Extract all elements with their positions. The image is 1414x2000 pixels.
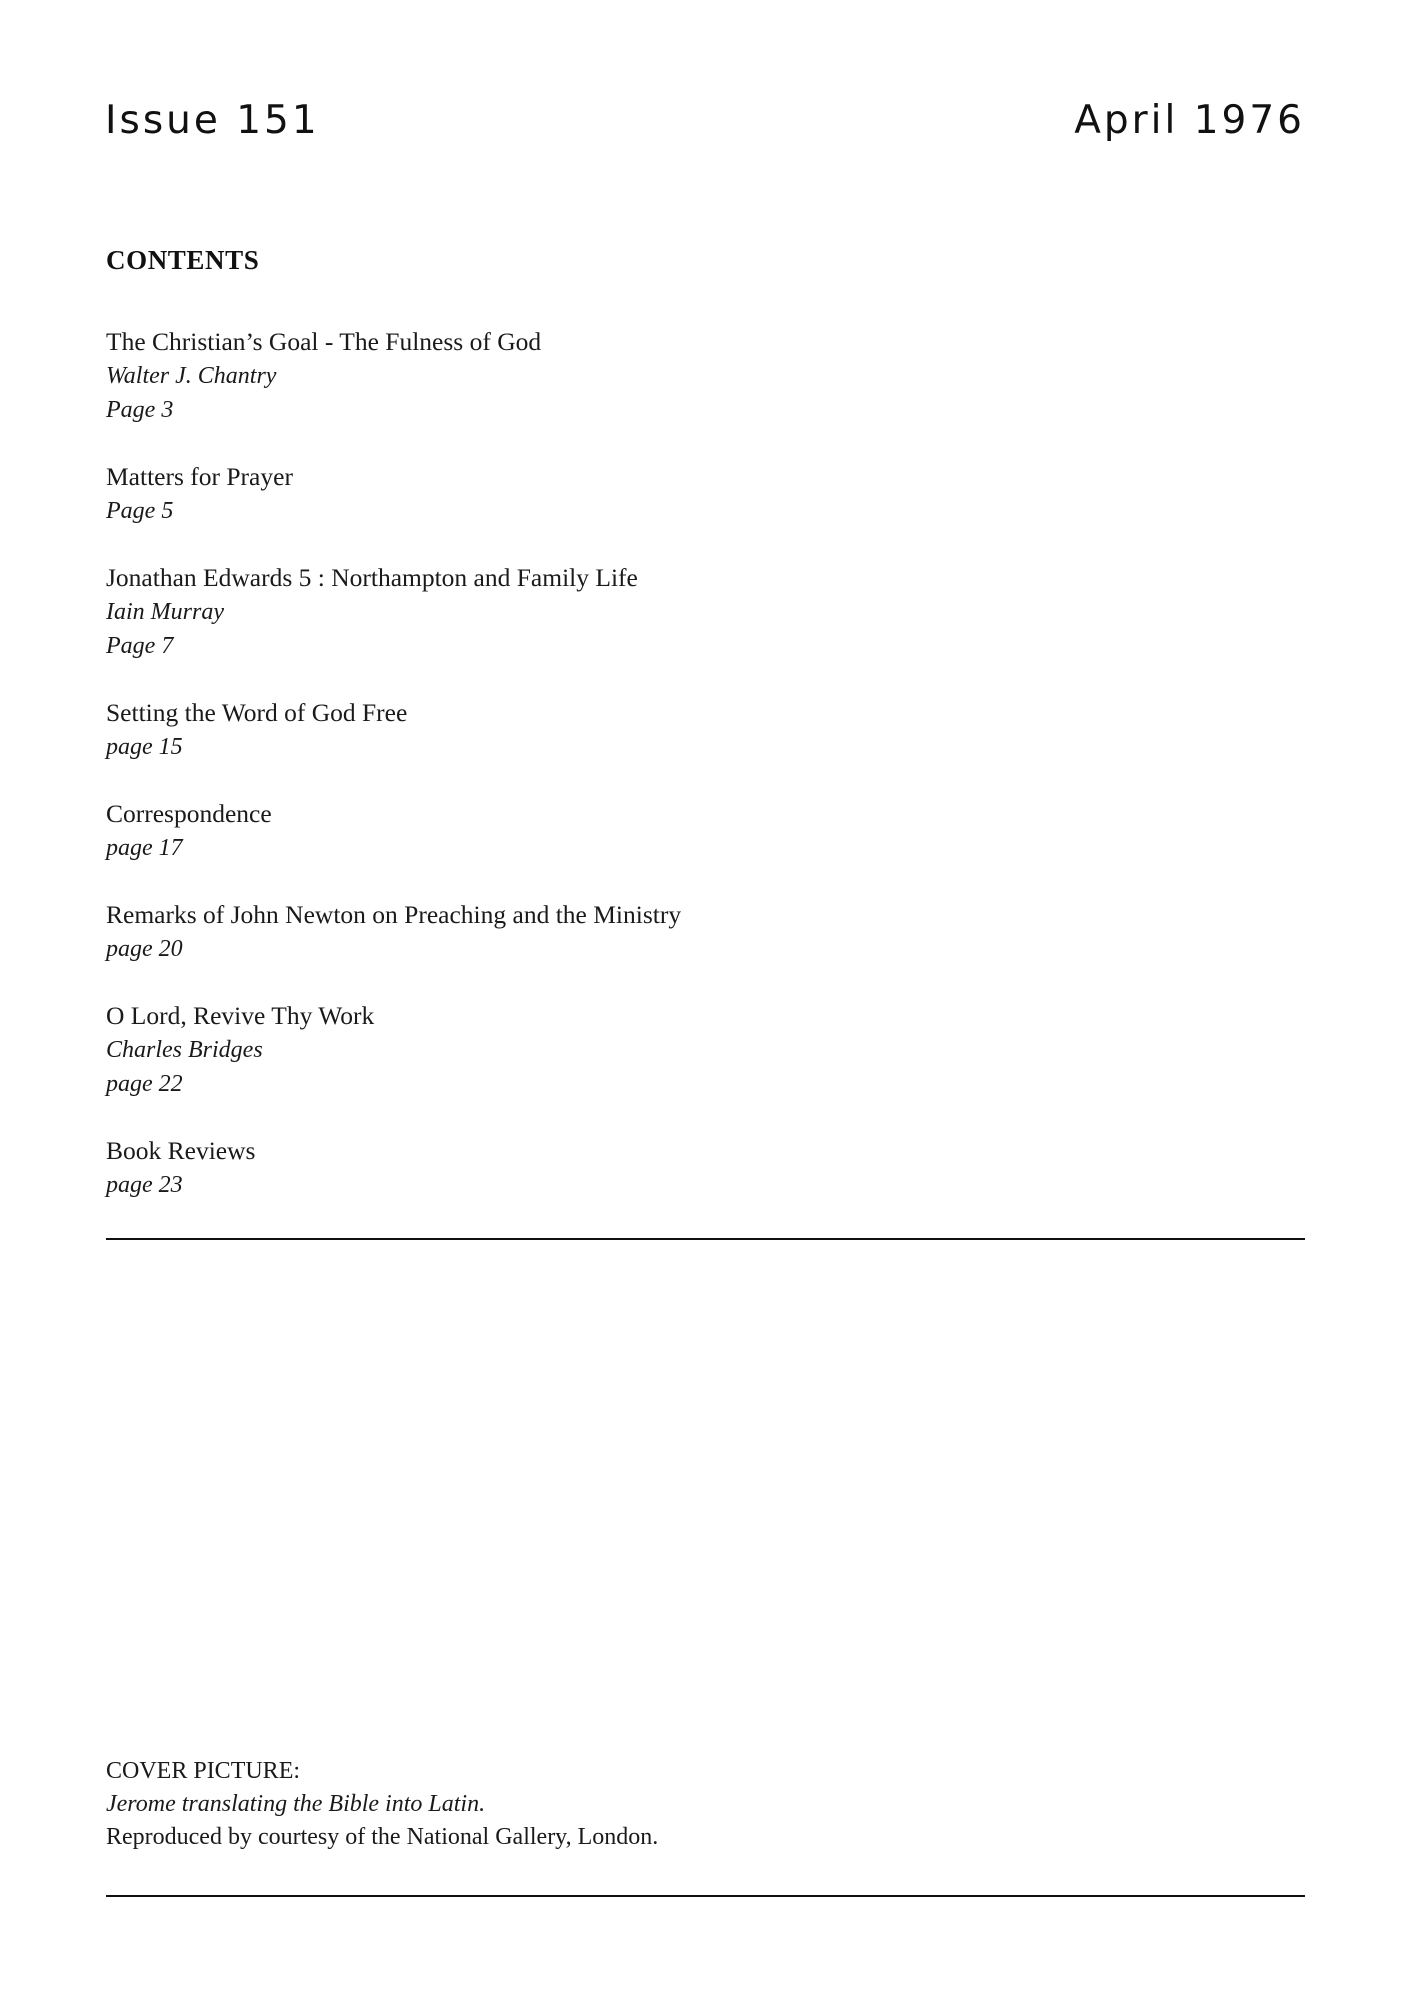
toc-author: Charles Bridges <box>106 1037 263 1063</box>
toc-page: Page 7 <box>106 633 174 659</box>
page-title: CONTENTS <box>106 245 260 275</box>
toc-page: Page 3 <box>106 397 174 423</box>
toc-page: Page 5 <box>106 498 174 524</box>
list-item <box>106 460 1306 528</box>
cover-picture-caption: Jerome translating the Bible into Latin. <box>106 1791 486 1817</box>
toc-page: page 15 <box>106 734 183 760</box>
list-item <box>106 999 1306 1101</box>
list-item <box>106 898 1306 966</box>
toc-title: Remarks of John Newton on Preaching and the Ministry <box>106 900 682 929</box>
toc-title: O Lord, Revive Thy Work <box>106 1001 375 1030</box>
list-item <box>106 561 1306 663</box>
list-item <box>106 797 1306 865</box>
toc-title: Matters for Prayer <box>106 462 293 491</box>
toc-author: Walter J. Chantry <box>106 363 277 389</box>
masthead <box>105 98 1305 143</box>
issue-number: Issue 151 <box>105 98 320 143</box>
toc-author: Iain Murray <box>106 599 224 625</box>
toc-page: page 17 <box>106 835 183 861</box>
cover-picture-label: COVER PICTURE: <box>106 1758 301 1784</box>
issue-date: April 1976 <box>1074 98 1305 143</box>
toc-title: Correspondence <box>106 799 272 828</box>
toc-page: page 23 <box>106 1172 183 1198</box>
list-item <box>106 325 1306 427</box>
cover-picture-note <box>106 1755 1306 1854</box>
list-item <box>106 1134 1306 1202</box>
toc-page: page 20 <box>106 936 183 962</box>
divider-bottom <box>106 1895 1305 1897</box>
cover-picture-credit: Reproduced by courtesy of the National Gallery, London. <box>106 1824 659 1850</box>
list-item <box>106 696 1306 764</box>
table-of-contents <box>106 325 1306 1235</box>
toc-title: Jonathan Edwards 5 : Northampton and Family Life <box>106 563 638 592</box>
divider-top <box>106 1238 1305 1240</box>
toc-title: The Christian’s Goal - The Fulness of God <box>106 327 542 356</box>
toc-title: Setting the Word of God Free <box>106 698 408 727</box>
toc-title: Book Reviews <box>106 1136 256 1165</box>
toc-page: page 22 <box>106 1071 183 1097</box>
